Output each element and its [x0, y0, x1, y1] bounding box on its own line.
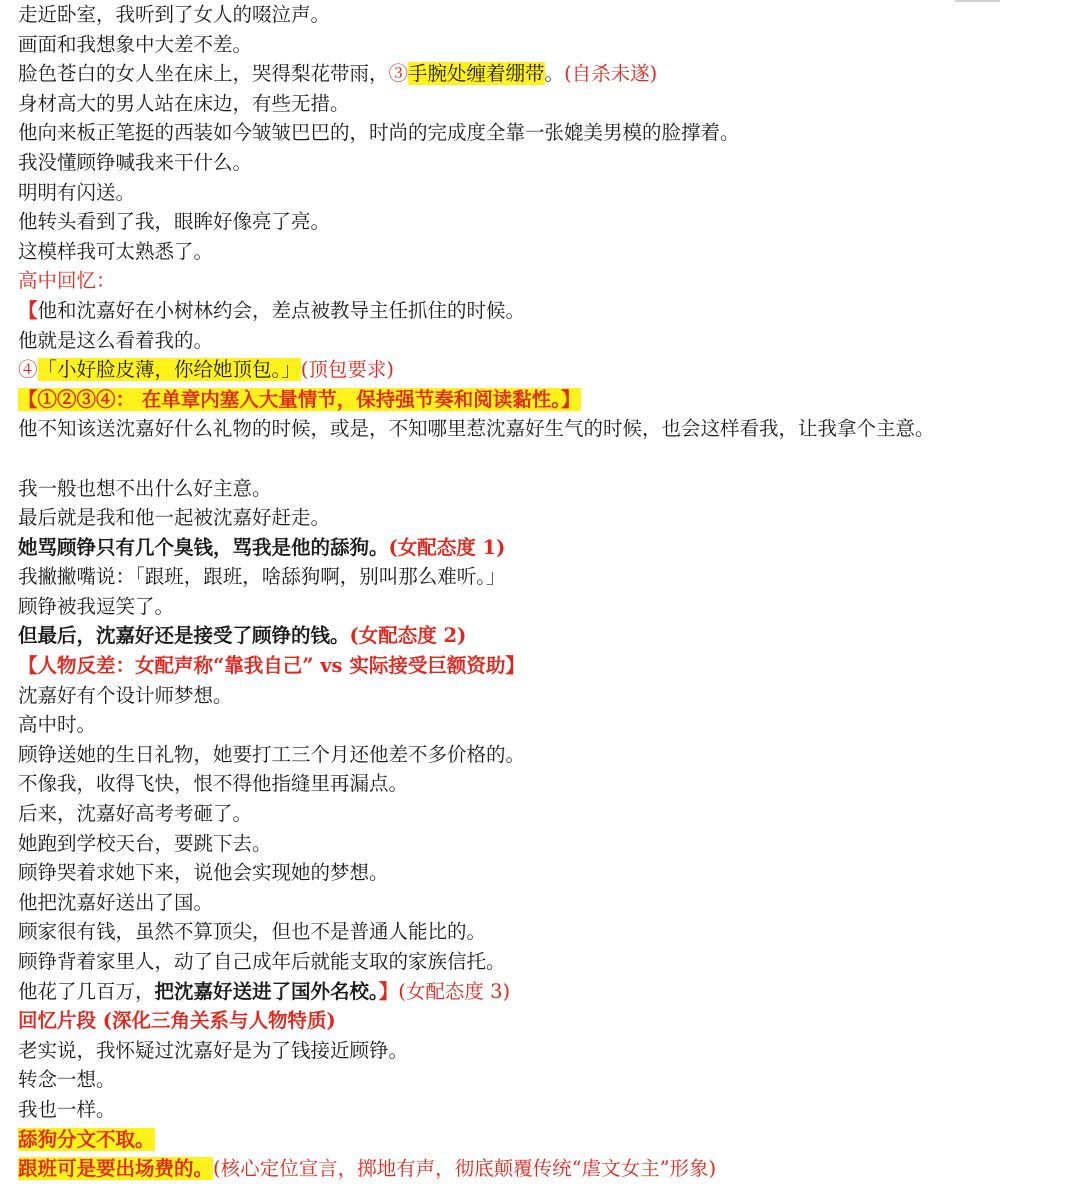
text-line [18, 533, 1068, 563]
highlighted-text: 手腕处缠着绷带 [408, 62, 545, 86]
text-line: 他向来板正笔挺的西装如今皱皱巴巴的，时尚的完成度全靠一张媲美男模的脸撑着。 [18, 121, 740, 145]
document-body [18, 0, 1068, 1184]
text-line: 沈嘉好有个设计师梦想。 [18, 683, 233, 707]
text-line: 明明有闪送。 [18, 180, 136, 204]
bracket-mark: 】 [378, 979, 399, 1003]
text-line: 我也一样。 [18, 1097, 116, 1121]
text-line [18, 296, 1068, 326]
bracket-mark: 【 [18, 298, 38, 322]
text-line: 这模样我可太熟悉了。 [18, 239, 214, 263]
marker-number: ③ [388, 62, 409, 86]
highlighted-statement: 舔狗分文不取。 [18, 1127, 155, 1151]
text-line: 最后就是我和他一起被沈嘉好赶走。 [18, 506, 331, 530]
text-line: 我撇撇嘴说：「跟班，跟班，啥舔狗啊，别叫那么难听。」 [18, 565, 506, 589]
text-span: 他和沈嘉好在小树林约会，差点被教导主任抓住的时候。 [37, 298, 526, 322]
highlighted-text: 「小好脸皮薄，你给她顶包。」 [37, 358, 301, 382]
text-span: 脸色苍白的女人坐在床上，哭得梨花带雨， [18, 62, 389, 86]
text-line: 顾铮送她的生日礼物，她要打工三个月还他差不多价格的。 [18, 742, 526, 766]
section-heading: 回忆片段 (深化三角关系与人物特质) [18, 1009, 336, 1033]
annotation-line: 【人物反差：女配声称“靠我自己” vs 实际接受巨额资助】 [18, 654, 525, 678]
text-line [18, 59, 1068, 89]
text-line [18, 1125, 1068, 1155]
highlighted-annotation: 【①②③④： 在单章内塞入大量情节，保持强节奏和阅读黏性。】 [18, 387, 581, 411]
text-line: 转念一想。 [18, 1068, 116, 1092]
text-line [18, 385, 1068, 415]
text-line: 不像我，收得飞快，恨不得他指缝里再漏点。 [18, 772, 409, 796]
text-line: 他转头看到了我，眼眸好像亮了亮。 [18, 210, 331, 234]
text-line: 高中时。 [18, 713, 97, 737]
text-line [18, 1154, 1068, 1184]
annotation: (女配态度 3) [398, 979, 511, 1003]
text-span: 他花了几百万， [18, 979, 155, 1003]
text-line: 她跑到学校天台，要跳下去。 [18, 831, 272, 855]
text-line [18, 977, 1068, 1007]
annotation: (顶包要求) [300, 358, 394, 382]
text-line: 我没懂顾铮喊我来干什么。 [18, 150, 253, 174]
bold-text: 她骂顾铮只有几个臭钱，骂我是他的舔狗。 [18, 535, 389, 559]
text-line: 顾铮哭着求她下来，说他会实现她的梦想。 [18, 861, 389, 885]
text-line: 他把沈嘉好送出了国。 [18, 890, 214, 914]
section-heading: 高中回忆： [18, 269, 116, 293]
text-line: 老实说，我怀疑过沈嘉好是为了钱接近顾铮。 [18, 1038, 409, 1062]
highlighted-statement: 跟班可是要出场费的。 [18, 1157, 214, 1181]
text-line: 他不知该送沈嘉好什么礼物的时候，或是，不知哪里惹沈嘉好生气的时候，也会这样看我，让我拿个主意。 [18, 417, 935, 441]
text-line: 身材高大的男人站在床边，有些无措。 [18, 91, 350, 115]
text-line: 后来，沈嘉好高考考砸了。 [18, 802, 253, 826]
text-line: 我一般也想不出什么好主意。 [18, 476, 272, 500]
text-line [18, 355, 1068, 385]
bold-text: 但最后，沈嘉好还是接受了顾铮的钱。 [18, 624, 350, 648]
annotation: (女配态度 1) [388, 535, 506, 559]
annotation: (自杀未遂) [564, 62, 658, 86]
bold-text: 把沈嘉好送进了国外名校。 [154, 979, 379, 1003]
text-line [18, 621, 1068, 651]
text-line: 他就是这么看着我的。 [18, 328, 214, 352]
text-line: 顾铮背着家里人，动了自己成年后就能支取的家族信托。 [18, 950, 506, 973]
text-line: 顾家很有钱，虽然不算顶尖，但也不是普通人能比的。 [18, 920, 487, 944]
text-line: 走近卧室，我听到了女人的啜泣声。 [18, 3, 331, 26]
text-line: 画面和我想象中大差不差。 [18, 32, 253, 56]
annotation: (女配态度 2) [349, 624, 467, 648]
marker-number: ④ [18, 358, 38, 382]
text-line: 顾铮被我逗笑了。 [18, 594, 175, 618]
annotation: (核心定位宣言，掷地有声，彻底颠覆传统“虐文女主”形象) [213, 1157, 717, 1181]
text-span: 。 [544, 62, 565, 86]
